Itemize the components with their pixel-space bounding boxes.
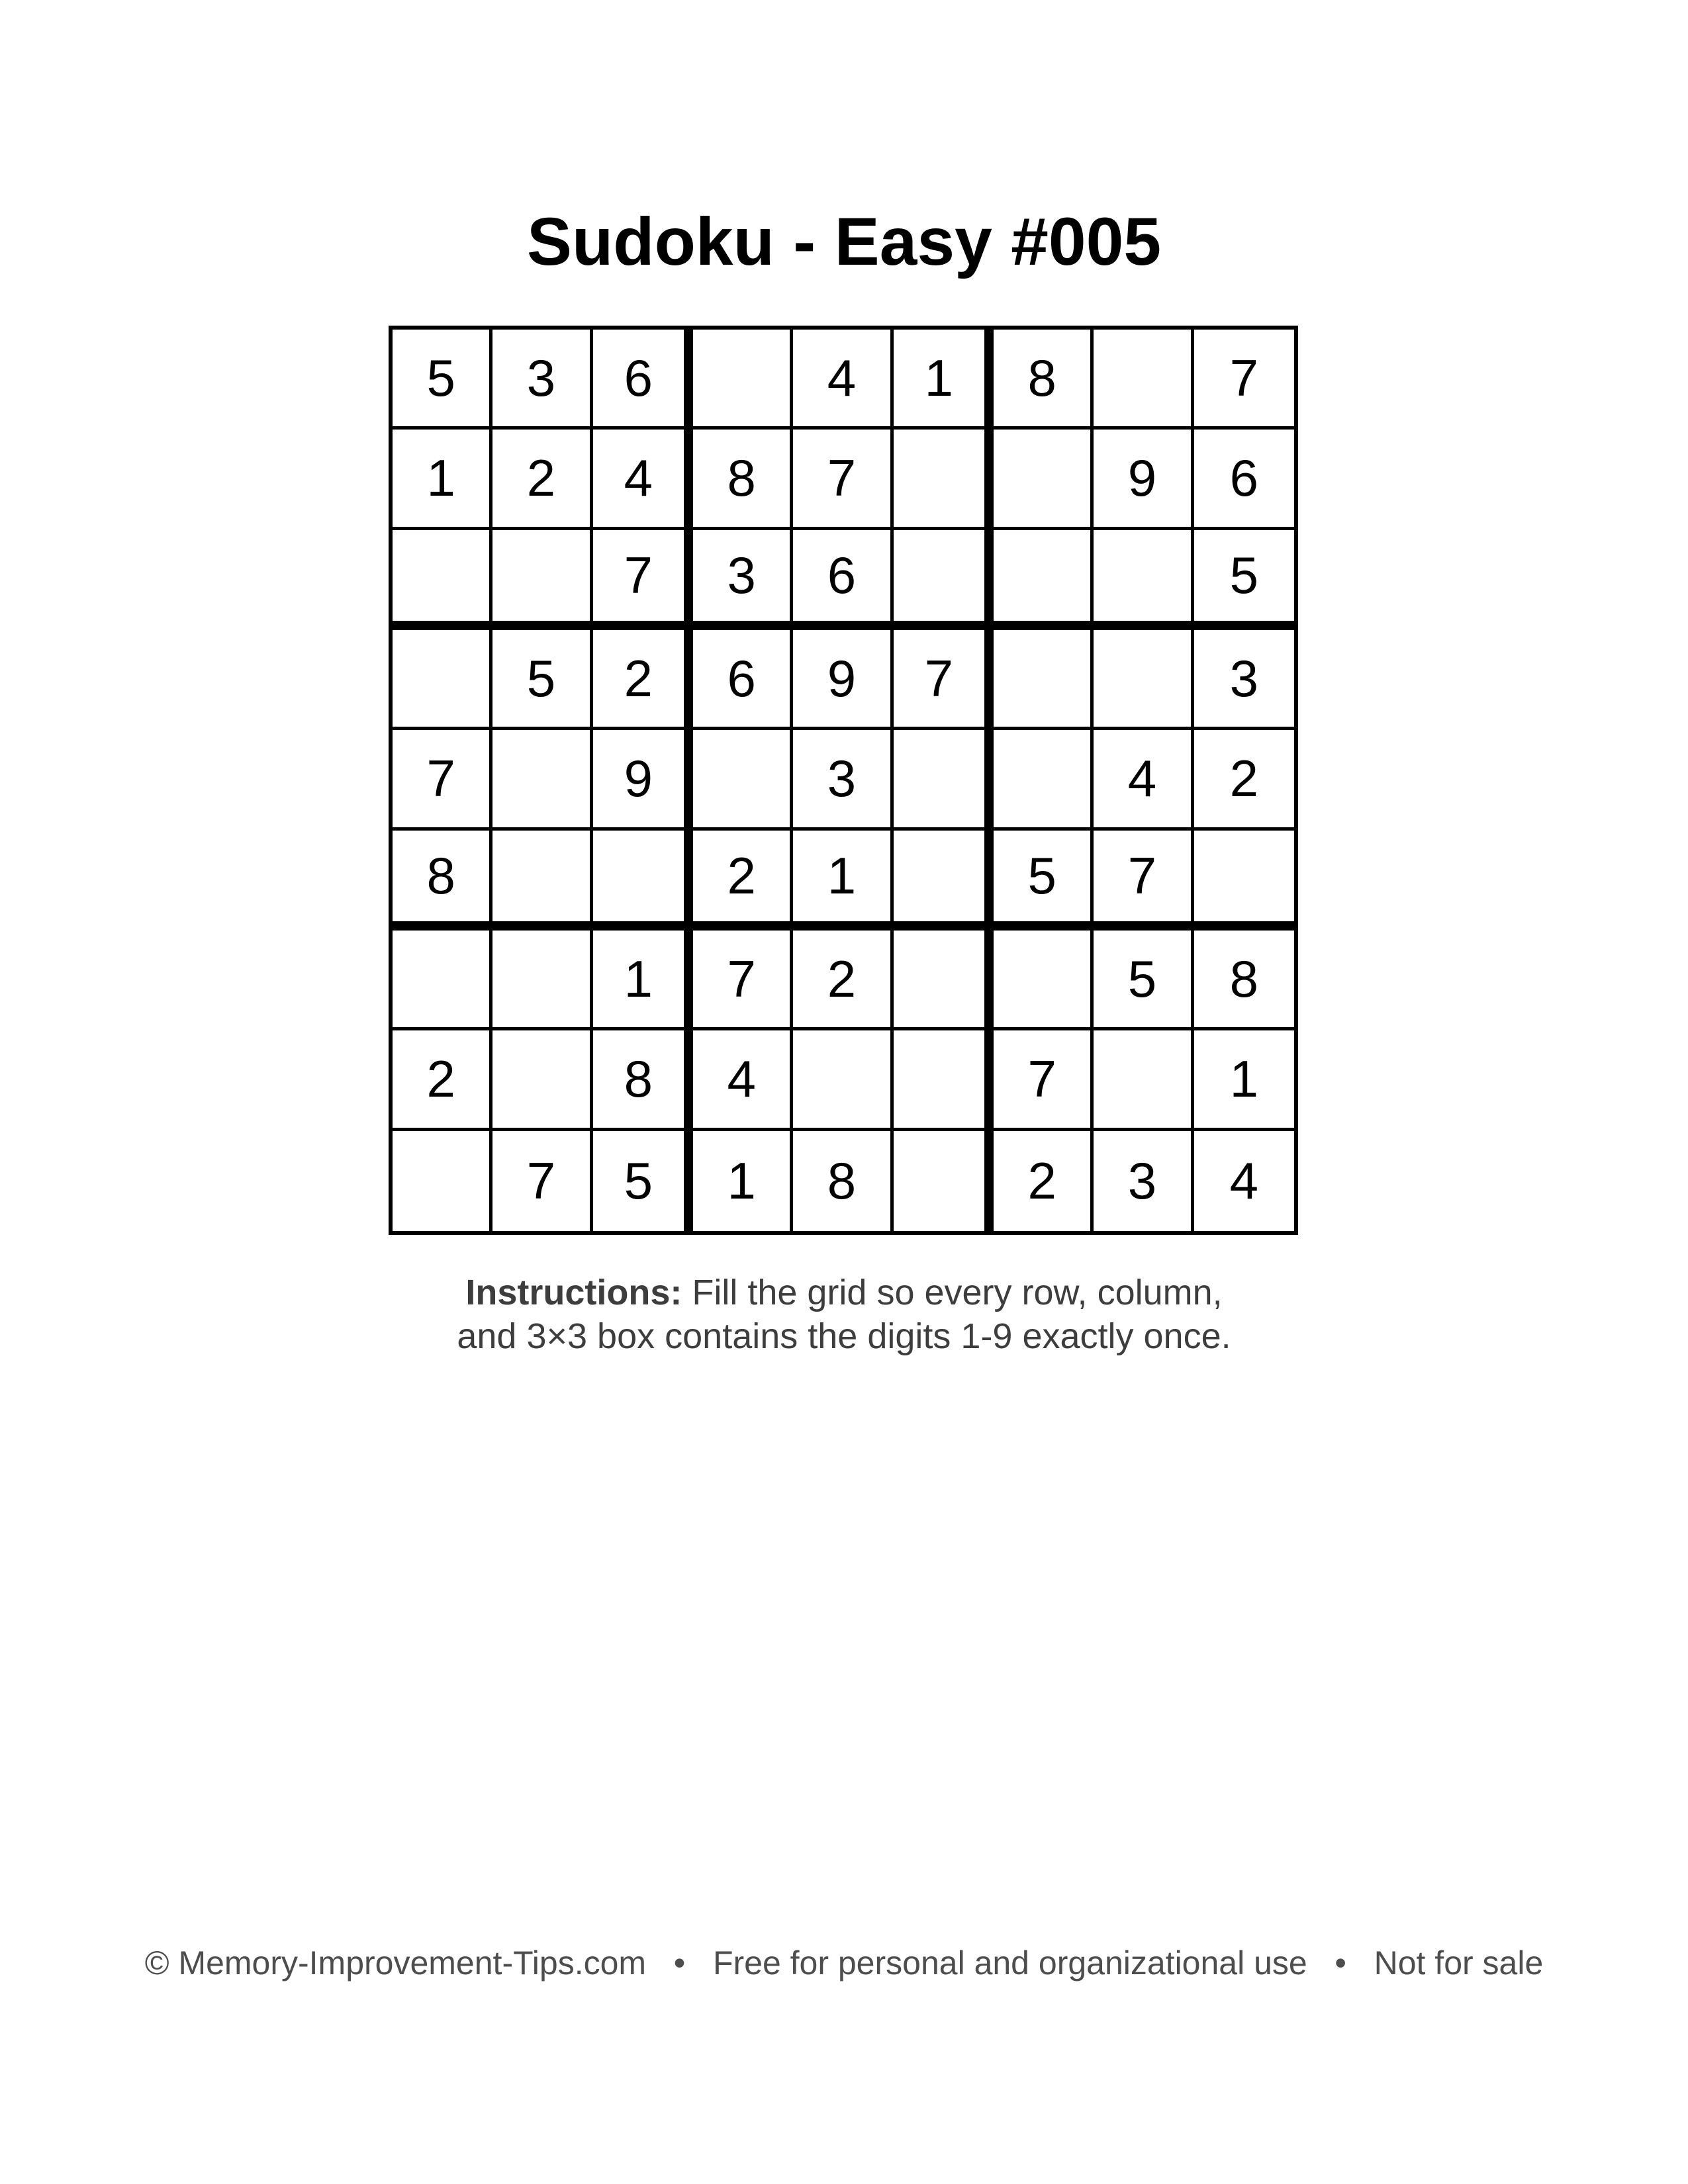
sudoku-cell-r5c6[interactable]	[894, 730, 994, 830]
sudoku-cell-r5c1[interactable]: 7	[393, 730, 492, 830]
sudoku-cell-r7c8[interactable]: 5	[1094, 931, 1194, 1030]
sudoku-cell-r2c1[interactable]: 1	[393, 430, 492, 529]
sudoku-cell-r7c2[interactable]	[492, 931, 592, 1030]
sudoku-grid	[389, 326, 1298, 1235]
sudoku-cell-r7c4[interactable]: 7	[693, 931, 793, 1030]
sudoku-cell-r5c4[interactable]	[693, 730, 793, 830]
sudoku-cell-r3c6[interactable]	[894, 530, 994, 630]
sudoku-cell-r1c8[interactable]	[1094, 330, 1194, 430]
sudoku-cell-r4c7[interactable]	[994, 630, 1094, 730]
footer-separator: •	[1335, 1944, 1346, 1981]
sudoku-cell-r6c5[interactable]: 1	[793, 831, 893, 931]
sudoku-cell-r5c8[interactable]: 4	[1094, 730, 1194, 830]
sudoku-cell-r6c6[interactable]	[894, 831, 994, 931]
sudoku-cell-r6c9[interactable]	[1194, 831, 1294, 931]
sudoku-cell-r8c6[interactable]	[894, 1030, 994, 1130]
sudoku-cell-r2c7[interactable]	[994, 430, 1094, 529]
sudoku-cell-r5c2[interactable]	[492, 730, 592, 830]
sudoku-cell-r5c9[interactable]: 2	[1194, 730, 1294, 830]
sudoku-cell-r4c5[interactable]: 9	[793, 630, 893, 730]
sudoku-cell-r4c4[interactable]: 6	[693, 630, 793, 730]
sudoku-cell-r6c3[interactable]	[593, 831, 693, 931]
sudoku-cell-r6c7[interactable]: 5	[994, 831, 1094, 931]
sudoku-cell-r6c1[interactable]: 8	[393, 831, 492, 931]
sudoku-cell-r7c6[interactable]	[894, 931, 994, 1030]
sudoku-cell-r2c9[interactable]: 6	[1194, 430, 1294, 529]
sudoku-cell-r6c8[interactable]: 7	[1094, 831, 1194, 931]
sudoku-cell-r3c3[interactable]: 7	[593, 530, 693, 630]
sudoku-cell-r4c3[interactable]: 2	[593, 630, 693, 730]
sudoku-cell-r8c8[interactable]	[1094, 1030, 1194, 1130]
sudoku-cell-r8c7[interactable]: 7	[994, 1030, 1094, 1130]
instructions-label: Instructions:	[465, 1273, 682, 1312]
sudoku-cell-r4c2[interactable]: 5	[492, 630, 592, 730]
sudoku-cell-r2c8[interactable]: 9	[1094, 430, 1194, 529]
sudoku-cell-r1c5[interactable]: 4	[793, 330, 893, 430]
sudoku-cell-r4c6[interactable]: 7	[894, 630, 994, 730]
sudoku-cell-r2c5[interactable]: 7	[793, 430, 893, 529]
sudoku-cell-r3c1[interactable]	[393, 530, 492, 630]
sudoku-cell-r7c9[interactable]: 8	[1194, 931, 1294, 1030]
sudoku-cell-r8c2[interactable]	[492, 1030, 592, 1130]
sudoku-cell-r5c5[interactable]: 3	[793, 730, 893, 830]
sudoku-cell-r9c7[interactable]: 2	[994, 1131, 1094, 1231]
footer-separator: •	[673, 1944, 686, 1981]
sudoku-cell-r1c4[interactable]	[693, 330, 793, 430]
sudoku-cell-r8c3[interactable]: 8	[593, 1030, 693, 1130]
instructions-line-1: Fill the grid so every row, column,	[682, 1273, 1223, 1312]
sudoku-cell-r1c7[interactable]: 8	[994, 330, 1094, 430]
sudoku-cell-r4c8[interactable]	[1094, 630, 1194, 730]
sudoku-cell-r3c7[interactable]	[994, 530, 1094, 630]
sudoku-cell-r1c3[interactable]: 6	[593, 330, 693, 430]
sudoku-cell-r6c2[interactable]	[492, 831, 592, 931]
instructions	[0, 1271, 1688, 1358]
sudoku-cell-r9c8[interactable]: 3	[1094, 1131, 1194, 1231]
sudoku-cell-r6c4[interactable]: 2	[693, 831, 793, 931]
sudoku-cell-r2c2[interactable]: 2	[492, 430, 592, 529]
sudoku-cell-r4c9[interactable]: 3	[1194, 630, 1294, 730]
sudoku-cell-r2c3[interactable]: 4	[593, 430, 693, 529]
sudoku-cell-r9c6[interactable]	[894, 1131, 994, 1231]
sudoku-cell-r9c2[interactable]: 7	[492, 1131, 592, 1231]
puzzle-title: Sudoku - Easy #005	[526, 204, 1162, 279]
sudoku-cell-r9c9[interactable]: 4	[1229, 1151, 1259, 1210]
sudoku-cell-r7c3[interactable]: 1	[593, 931, 693, 1030]
sudoku-cell-r1c2[interactable]: 3	[492, 330, 592, 430]
sudoku-cell-r4c1[interactable]	[393, 630, 492, 730]
footer-usage: Free for personal and organizational use	[712, 1944, 1307, 1981]
sudoku-cell-r3c5[interactable]: 6	[793, 530, 893, 630]
sudoku-cell-r3c4[interactable]: 3	[693, 530, 793, 630]
instructions-line-2: and 3×3 box contains the digits 1-9 exactly once.	[457, 1316, 1231, 1356]
sudoku-cell-r5c7[interactable]	[994, 730, 1094, 830]
sudoku-cell-r7c5[interactable]: 2	[793, 931, 893, 1030]
sudoku-cell-r5c3[interactable]: 9	[593, 730, 693, 830]
sudoku-cell-r3c2[interactable]	[492, 530, 592, 630]
sudoku-cell-r1c1[interactable]: 5	[393, 330, 492, 430]
sudoku-cell-r3c9[interactable]: 5	[1194, 530, 1294, 630]
sudoku-cell-r2c6[interactable]	[894, 430, 994, 529]
sudoku-cell-r9c1[interactable]	[393, 1131, 492, 1231]
sudoku-cell-r3c8[interactable]	[1094, 530, 1194, 630]
sudoku-cell-r7c7[interactable]	[994, 931, 1094, 1030]
sudoku-cell-r8c4[interactable]: 4	[693, 1030, 793, 1130]
sudoku-cell-r1c9[interactable]: 7	[1194, 330, 1294, 430]
footer-sale: Not for sale	[1374, 1944, 1544, 1981]
footer-copyright: © Memory-Improvement-Tips.com	[144, 1944, 647, 1981]
sudoku-cell-r1c6[interactable]: 1	[894, 330, 994, 430]
sudoku-cell-r9c3[interactable]: 5	[593, 1131, 693, 1231]
sudoku-cell-r8c1[interactable]: 2	[393, 1030, 492, 1130]
sudoku-cell-r8c5[interactable]	[793, 1030, 893, 1130]
sudoku-cell-r9c4[interactable]: 1	[693, 1131, 793, 1231]
sudoku-cell-r2c4[interactable]: 8	[693, 430, 793, 529]
sudoku-cell-r8c9[interactable]: 1	[1194, 1030, 1294, 1130]
footer	[0, 1942, 1688, 1984]
sudoku-cell-r9c5[interactable]: 8	[793, 1131, 893, 1231]
sudoku-cell-r7c1[interactable]	[393, 931, 492, 1030]
